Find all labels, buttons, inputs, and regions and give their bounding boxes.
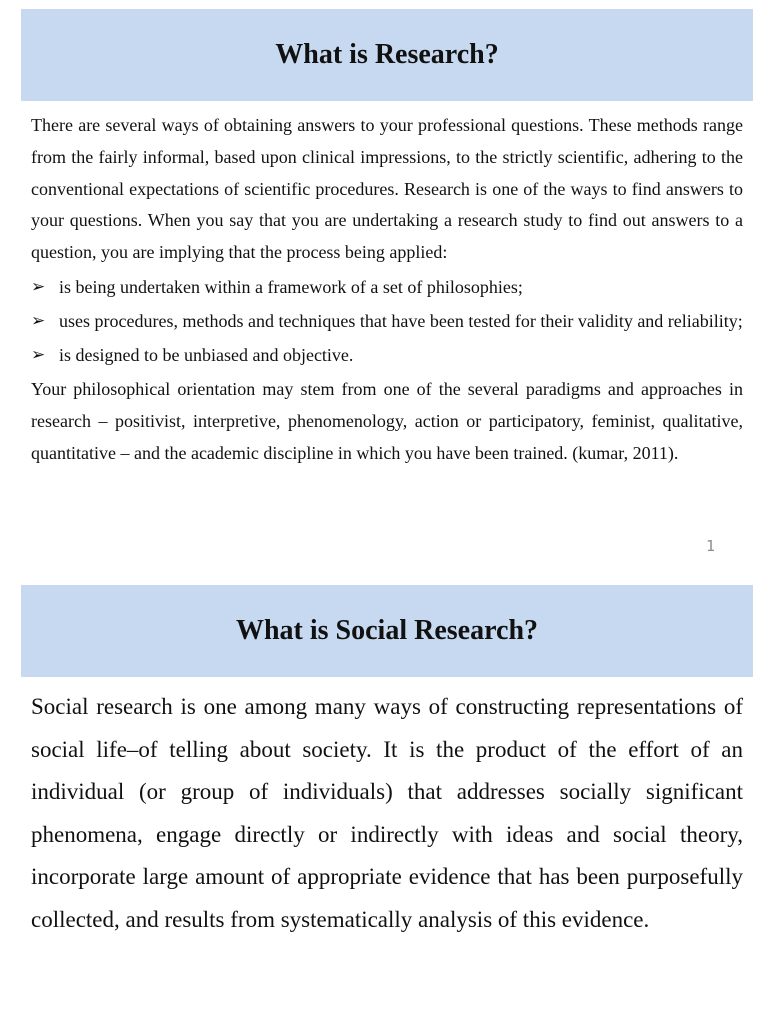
slide1-title: What is Research? <box>275 39 499 70</box>
list-item <box>31 272 743 303</box>
bullet-text: is being undertaken within a framework of a set of philosophies; <box>59 276 523 297</box>
slide1-bullet-list <box>31 272 743 371</box>
slide2-title: What is Social Research? <box>235 615 539 646</box>
arrow-bullet-icon: ➢ <box>31 310 46 331</box>
slide2-paragraph: Social research is one among many ways of constructing representations of social life–of telling about society. It is the product of the effort of an individual (or group of individuals) that addresses socially significant phenomena, engage directly or indirectly with ideas and social theory, incorporate large amount of appropriate evidence that has been purposefully collected, and results from systematically analysis of this evidence. <box>31 694 743 932</box>
bullet-text: is designed to be unbiased and objective. <box>59 344 354 365</box>
list-item <box>31 306 743 337</box>
bullet-text: uses procedures, methods and techniques that have been tested for their validity and reliability; <box>59 310 743 331</box>
slide1-header <box>21 9 753 101</box>
slide1-intro-paragraph: There are several ways of obtaining answers to your professional questions. These methods range from the fairly informal, based upon clinical impressions, to the strictly scientific, adhering to the conventional expectations of scientific procedures. Research is one of the ways to find answers to your questions. When you say that you are undertaking a research study to find out answers to a question, you are implying that the process being applied: <box>31 115 743 263</box>
arrow-bullet-icon: ➢ <box>31 344 46 365</box>
slide2-body <box>31 686 743 941</box>
slide1-closing-paragraph: Your philosophical orientation may stem from one of the several paradigms and approaches in research – positivist, interpretive, phenomenology, action or participatory, feminist, qualitative, quantitative – and the academic discipline in which you have been trained. (kumar, 2011). <box>31 378 743 463</box>
slide2-header <box>21 585 753 677</box>
slide1-body <box>31 110 743 469</box>
list-item <box>31 340 743 371</box>
page-number: 1 <box>706 537 717 555</box>
arrow-bullet-icon: ➢ <box>31 276 46 297</box>
